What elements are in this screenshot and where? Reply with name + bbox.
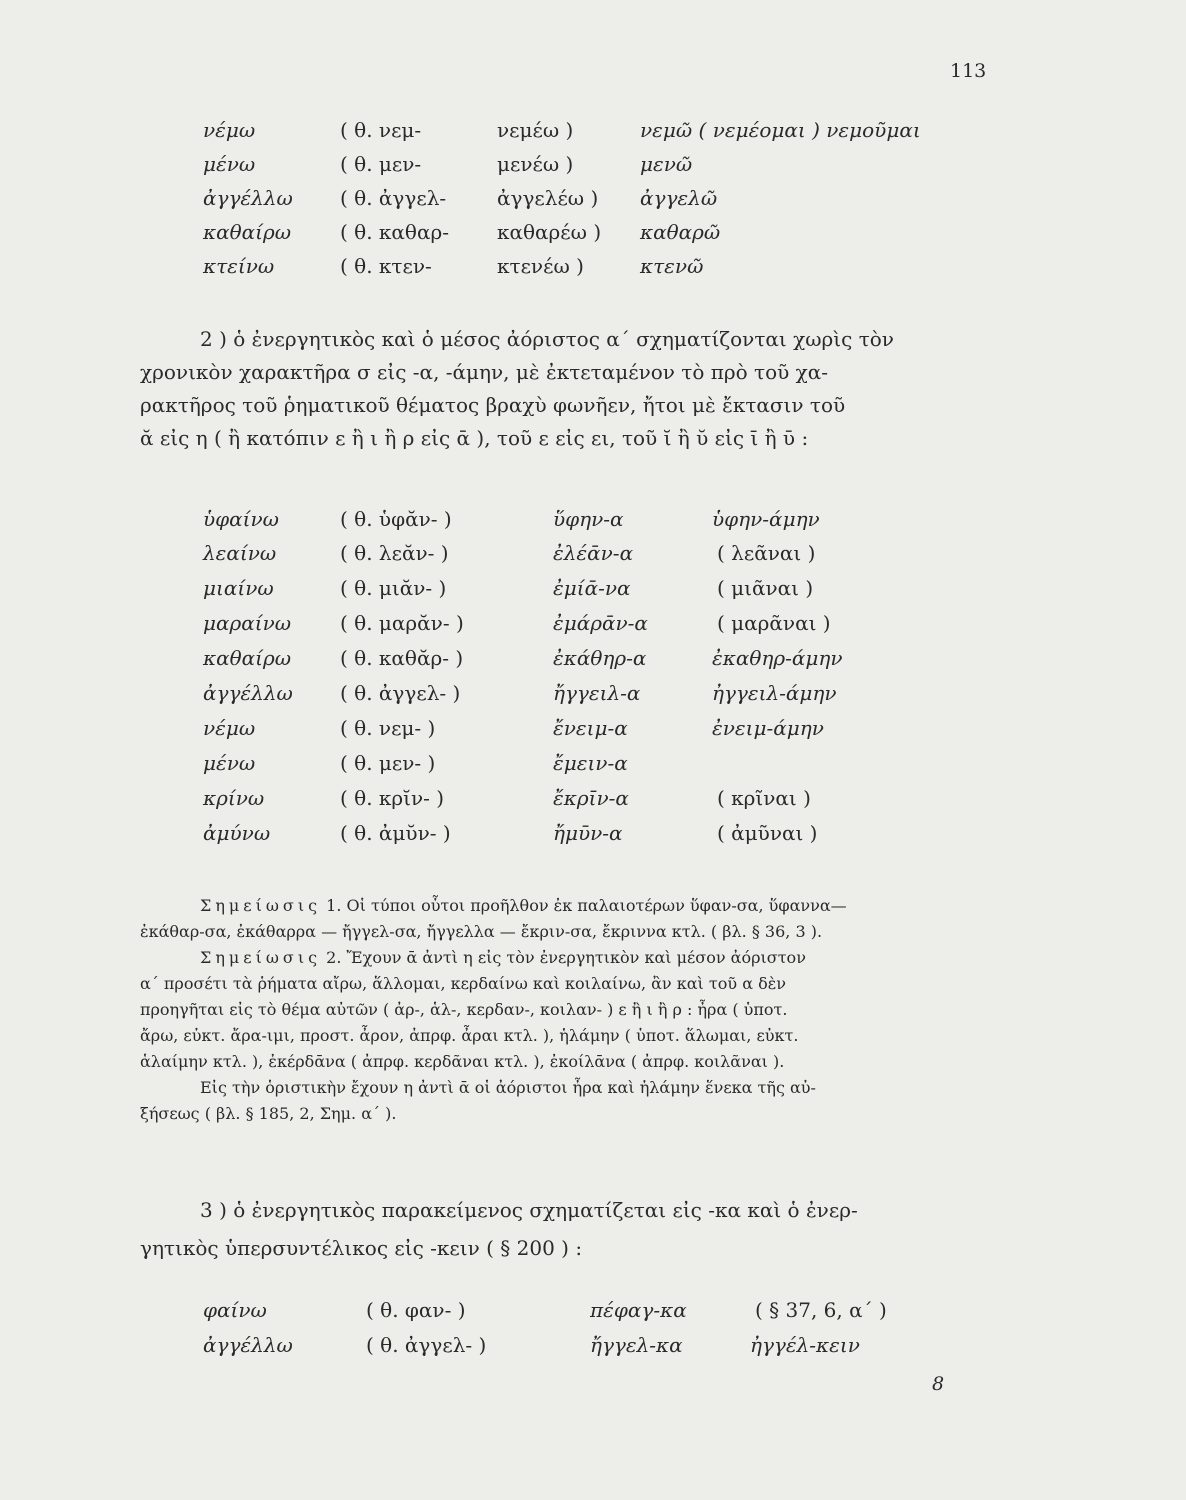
verb-stem: ( θ. φαν- ) [366,1298,466,1322]
verb-stem: ( θ. νεμ- [340,118,422,142]
verb-aorist-active: ἐλέᾱν-α [553,541,634,565]
verb-aorist-infinitive: ( ἀμῦναι ) [717,821,818,845]
note-line: α΄ προσέτι τὰ ῥήματα αἴρω, ἅλλομαι, κερδαίνω καὶ κοιλαίνω, ἂν καὶ τοῦ α δὲν [140,974,787,993]
note-line [140,945,990,971]
table-row [0,751,1186,783]
verb-aorist-middle: ἐνειμ-άμην [712,716,824,740]
verb-present: ἀμύνω [203,821,271,845]
verb-present: ὑφαίνω [203,507,279,531]
verb-form-old: κτενέω ) [497,254,584,278]
verb-present: νέμω [203,118,256,142]
verb-aorist-active: ἐμίᾱ-να [553,576,631,600]
verb-present: καθαίρω [203,220,292,244]
note-text: 1. Οἱ τύποι οὗτοι προῆλθον ἐκ παλαιοτέρων ὕφαν-σα, ὕφαννα— [326,896,847,915]
notes-block [140,893,990,1127]
verb-stem: ( θ. ὑφᾰν- ) [340,507,452,531]
verb-stem: ( θ. μαρᾰν- ) [340,611,464,635]
verb-stem: ( θ. λεᾰν- ) [340,541,449,565]
verb-future: ἀγγελῶ [640,186,718,210]
verb-aorist-active: ἔνειμ-α [553,716,628,740]
paragraph-line: 2 ) ὁ ἐνεργητικὸς καὶ ὁ μέσος ἀόριστος α΄ σχηματίζονται χωρὶς τὸν [200,327,894,351]
verb-aorist-middle: ὑφην-άμην [712,507,820,531]
verb-aorist-middle: ἐκαθηρ-άμην [712,646,843,670]
verb-stem: ( θ. ἀγγελ- ) [340,681,461,705]
verb-stem: ( θ. καθᾰρ- ) [340,646,464,670]
verb-aorist-active: ὕφην-α [553,507,624,531]
note-line: ἁλαίμην κτλ. ), ἐκέρδᾱνα ( ἀπρφ. κερδᾶναι κτλ. ), ἐκοίλᾱνα ( ἀπρφ. κοιλᾶναι ). [140,1052,785,1071]
verb-stem: ( θ. ἀγγελ- [340,186,447,210]
table-row [0,681,1186,713]
verb-reference: ( § 37, 6, α΄ ) [755,1298,887,1322]
table-row [0,254,1186,286]
page-number: 113 [950,60,987,82]
note-line: προηγῆται εἰς τὸ θέμα αὐτῶν ( ἀρ-, ἁλ-, κερδαν-, κοιλαν- ) ε ἢ ι ἢ ρ : ἦρα ( ὑποτ. [140,1000,788,1019]
paragraph-line: χρονικὸν χαρακτῆρα σ εἰς -α, -άμην, μὲ ἐκτεταμένον τὸ πρὸ τοῦ χα- [140,360,829,384]
paragraph-line: ᾰ εἰς η ( ἢ κατόπιν ε ἢ ι ἢ ρ εἰς ᾱ ), τοῦ ε εἰς ει, τοῦ ῐ ἢ ῠ εἰς ῑ ἢ ῡ : [140,426,809,450]
table-row [0,646,1186,678]
verb-present: κτείνω [203,254,275,278]
verb-form-old: νεμέω ) [497,118,574,142]
verb-pluperfect: ἠγγέλ-κειν [750,1333,860,1357]
verb-stem: ( θ. μιᾰν- ) [340,576,447,600]
verb-stem: ( θ. ἀγγελ- ) [366,1333,487,1357]
section-2-paragraph [140,323,990,455]
verb-aorist-middle: ἠγγειλ-άμην [712,681,837,705]
verb-perfect: πέφαγ-κα [590,1298,687,1322]
verb-form-old: μενέω ) [497,152,574,176]
paragraph-line: γητικὸς ὑπερσυντέλικος εἰς -κειν ( § 200 ) : [140,1236,583,1260]
verb-aorist-infinitive: ( μαρᾶναι ) [717,611,831,635]
table-row [0,220,1186,252]
note-label: Σημείωσις [200,896,322,915]
verb-aorist-infinitive: ( κρῖναι ) [717,786,811,810]
verb-present: κρίνω [203,786,265,810]
verb-stem: ( θ. μεν- [340,152,422,176]
table-row [0,186,1186,218]
verb-present: καθαίρω [203,646,292,670]
verb-stem: ( θ. κρῐν- ) [340,786,445,810]
verb-present: λεαίνω [203,541,277,565]
verb-aorist-active: ἔμειν-α [553,751,628,775]
note-line: ἐκάθαρ-σα, ἐκάθαρρα — ἤγγελ-σα, ἤγγελλα — ἔκριν-σα, ἔκριννα κτλ. ( βλ. § 36, 3 ). [140,922,823,941]
table-row [0,611,1186,643]
verb-future: καθαρῶ [640,220,721,244]
note-line [140,893,990,919]
verb-present: μιαίνω [203,576,274,600]
paragraph-line: 3 ) ὁ ἐνεργητικὸς παρακείμενος σχηματίζεται εἰς -κα καὶ ὁ ἐνερ- [200,1198,858,1222]
verb-future: μενῶ [640,152,693,176]
verb-future: κτενῶ [640,254,704,278]
verb-stem: ( θ. κτεν- [340,254,432,278]
note-line: Εἰς τὴν ὁριστικὴν ἔχουν η ἀντὶ ᾱ οἱ ἀόριστοι ἦρα καὶ ἡλάμην ἕνεκα τῆς αὐ- [200,1078,816,1097]
table-row [0,1298,1186,1330]
verb-present: μαραίνω [203,611,292,635]
note-line: ξήσεως ( βλ. § 185, 2, Σημ. α΄ ). [140,1104,397,1123]
paragraph-line: ρακτῆρος τοῦ ῥηματικοῦ θέματος βραχὺ φωνῆεν, ἤτοι μὲ ἔκτασιν τοῦ [140,393,846,417]
verb-present: φαίνω [203,1298,267,1322]
verb-present: ἀγγέλλω [203,186,293,210]
note-text: 2. Ἔχουν ᾱ ἀντὶ η εἰς τὸν ἐνεργητικὸν καὶ μέσον ἀόριστον [326,948,806,967]
table-row [0,152,1186,184]
table-row [0,716,1186,748]
verb-present: μένω [203,751,256,775]
table-row [0,786,1186,818]
verb-aorist-active: ἤμῡν-α [553,821,623,845]
verb-form-old: καθαρέω ) [497,220,602,244]
verb-aorist-infinitive: ( μιᾶναι ) [717,576,814,600]
table-row [0,541,1186,573]
verb-aorist-active: ἐμάρᾱν-α [553,611,648,635]
verb-stem: ( θ. ἀμῠν- ) [340,821,451,845]
verb-form-old: ἀγγελέω ) [497,186,599,210]
section-3-paragraph [140,1191,990,1267]
verb-present: ἀγγέλλω [203,681,293,705]
note-line: ἄρω, εὐκτ. ἄρα-ιμι, προστ. ἆρον, ἀπρφ. ἆραι κτλ. ), ἡλάμην ( ὑποτ. ἅλωμαι, εὐκτ. [140,1026,799,1045]
verb-aorist-active: ἔκρῑν-α [553,786,629,810]
table-row [0,576,1186,608]
table-row [0,1333,1186,1365]
verb-stem: ( θ. μεν- ) [340,751,436,775]
verb-stem: ( θ. νεμ- ) [340,716,436,740]
verb-present: μένω [203,152,256,176]
table-row [0,118,1186,150]
verb-perfect: ἤγγελ-κα [590,1333,683,1357]
table-row [0,821,1186,853]
verb-future: νεμῶ ( νεμέομαι ) νεμοῦμαι [640,118,921,142]
verb-present: ἀγγέλλω [203,1333,293,1357]
verb-aorist-active: ἤγγειλ-α [553,681,641,705]
verb-present: νέμω [203,716,256,740]
verb-aorist-active: ἐκάθηρ-α [553,646,647,670]
verb-stem: ( θ. καθαρ- [340,220,449,244]
signature-mark: 8 [932,1373,945,1395]
note-label: Σημείωσις [200,948,322,967]
verb-aorist-infinitive: ( λεᾶναι ) [717,541,816,565]
table-row [0,507,1186,539]
